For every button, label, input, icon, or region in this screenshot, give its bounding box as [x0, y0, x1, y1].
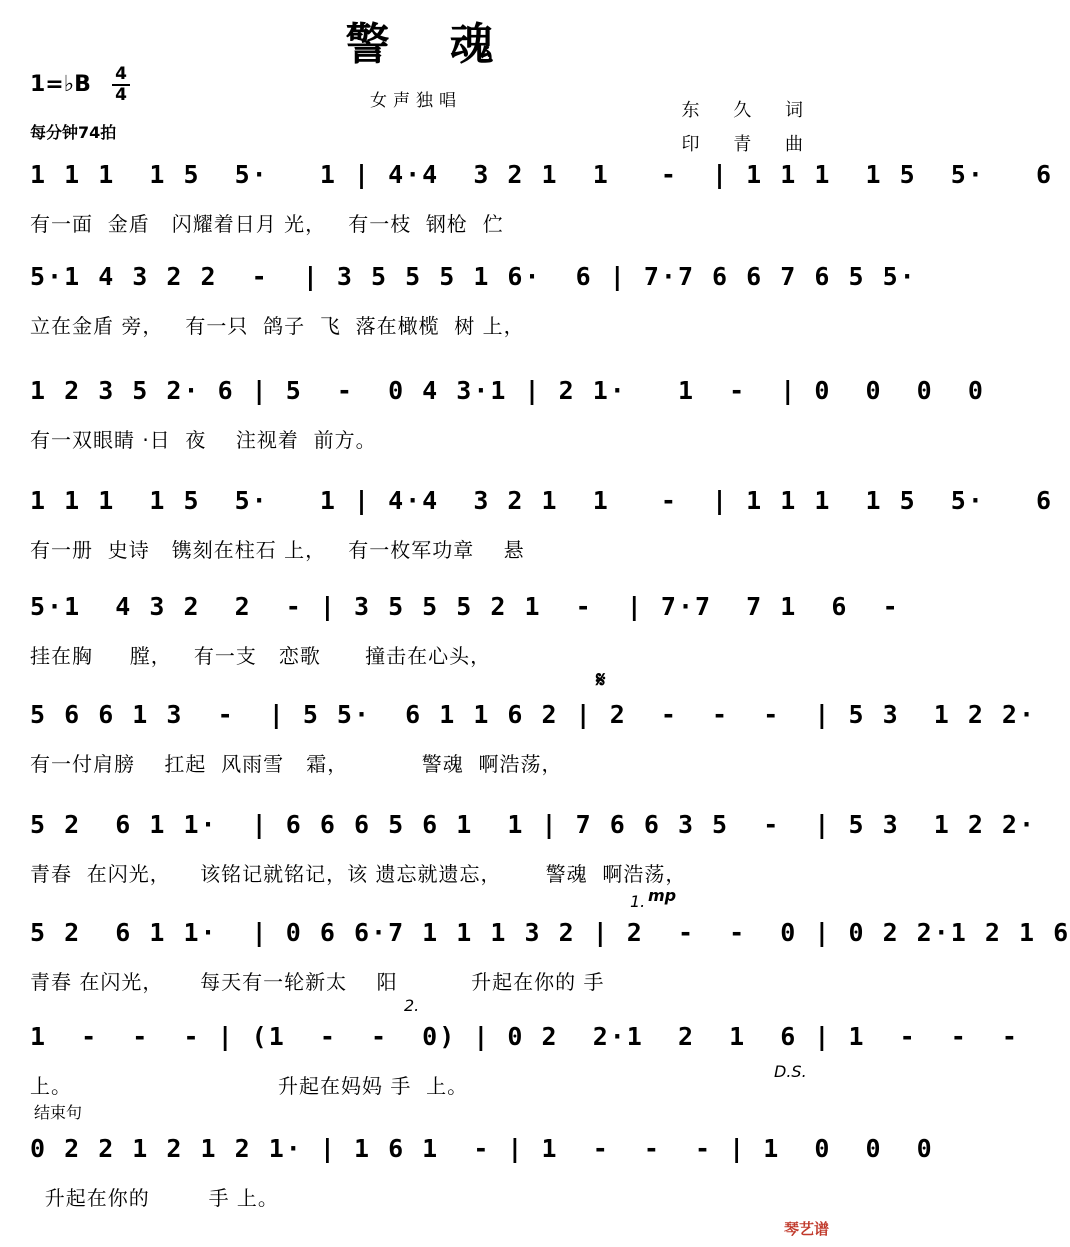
lyrics-line: 青春 在闪光， 每天有一轮新太 阳 升起在你的 手	[30, 970, 605, 994]
segno-sign: 𝄋	[596, 668, 606, 693]
watermark-logo: 琴艺谱	[783, 1220, 829, 1238]
meter-bottom: 4	[115, 85, 127, 105]
coda-label: 结束句	[34, 1103, 83, 1122]
time-signature	[112, 66, 130, 104]
lyrics-line: 有一册 史诗 镌刻在柱石 上， 有一枚军功章 悬	[30, 538, 525, 562]
lyrics-line: 上。 升起在妈妈 手 上。	[30, 1074, 469, 1098]
tempo-marking: 每分钟74拍	[30, 123, 117, 142]
notation-line: 1 1 1 1 5 5· 1 | 4·4 3 2 1 1 - | 1 1 1 1 5 5· 6	[30, 486, 1054, 515]
volta-1-label: 1.	[630, 892, 646, 911]
subtitle: 女声独唱	[370, 91, 462, 111]
notation-line: 5·1 4 3 2 2 - | 3 5 5 5 2 1 - | 7·7 7 1 6 -	[30, 592, 900, 621]
volta-2-label: 2.	[404, 996, 420, 1015]
composer-credit: 印 青 曲	[681, 134, 817, 155]
notation-line: 5 2 6 1 1· | 0 6 6·7 1 1 1 3 2 | 2 - - 0 | 0 2 2·1 2 1 6	[30, 918, 1070, 947]
lyrics-line: 挂在胸 膛， 有一支 恋歌 撞击在心头，	[30, 644, 492, 668]
notation-line: 1 2 3 5 2· 6 | 5 - 0 4 3·1 | 2 1· 1 - | 0 0 0 0	[30, 376, 985, 405]
page-title: 警魂	[345, 19, 554, 70]
lyricist-credit: 东 久 词	[681, 100, 817, 121]
dynamic-marking: mp	[648, 886, 677, 905]
lyrics-line: 有一面 金盾 闪耀着日月 光， 有一枝 钢枪 伫	[30, 212, 504, 236]
lyrics-line: 有一双眼睛 ·日 夜 注视着 前方。	[30, 428, 377, 452]
lyrics-line: 立在金盾 旁， 有一只 鸽子 飞 落在橄榄 树 上，	[30, 314, 525, 338]
notation-line: 5 2 6 1 1· | 6 6 6 5 6 1 1 | 7 6 6 3 5 - | 5 3 1 2 2·	[30, 810, 1037, 839]
lyrics-line: 青春 在闪光， 该铭记就铭记，该 遗忘就遗忘， 警魂 啊浩荡，	[30, 862, 687, 886]
meter-top: 4	[115, 64, 127, 84]
ds-marking: D.S.	[774, 1062, 807, 1081]
notation-line: 1 - - - | (1 - - 0) | 0 2 2·1 2 1 6 | 1 - - -	[30, 1022, 1019, 1051]
lyrics-line: 有一付肩膀 扛起 风雨雪 霜， 警魂 啊浩荡，	[30, 752, 563, 776]
notation-line: 5 6 6 1 3 - | 5 5· 6 1 1 6 2 | 2 - - - | 5 3 1 2 2·	[30, 700, 1037, 729]
notation-line: 5·1 4 3 2 2 - | 3 5 5 5 1 6· 6 | 7·7 6 6 7 6 5 5·	[30, 262, 917, 291]
notation-line: 0 2 2 1 2 1 2 1· | 1 6 1 - | 1 - - - | 1 0 0 0	[30, 1134, 934, 1163]
key-signature: 1=♭B	[30, 72, 91, 97]
notation-line: 1 1 1 1 5 5· 1 | 4·4 3 2 1 1 - | 1 1 1 1 5 5· 6	[30, 160, 1054, 189]
lyrics-line: 升起在你的 手 上。	[30, 1186, 279, 1210]
